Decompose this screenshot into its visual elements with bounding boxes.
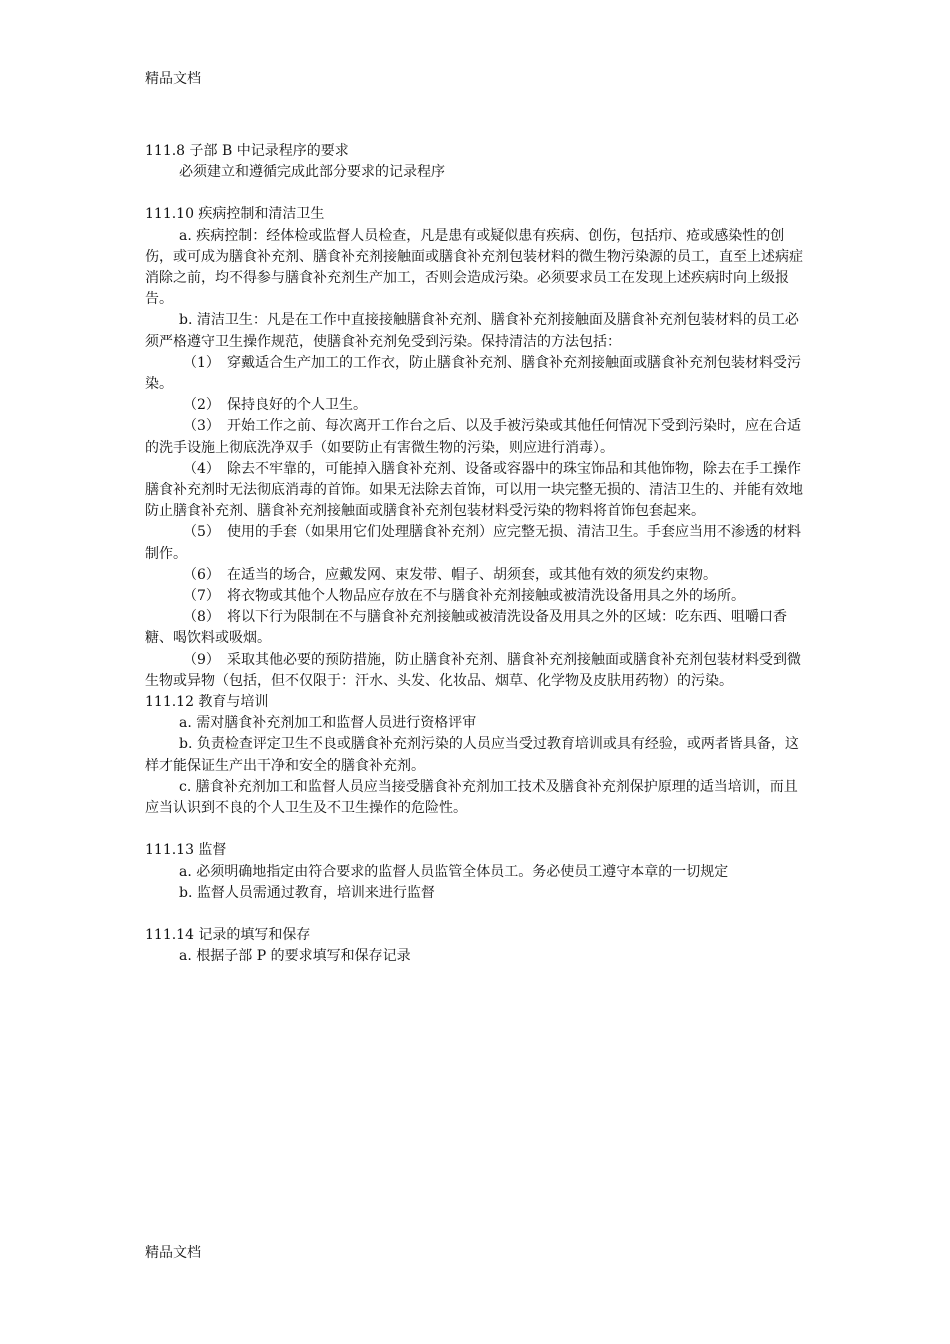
page-footer: 精品文档 xyxy=(145,1245,201,1261)
list-item xyxy=(145,522,811,564)
document-body xyxy=(145,141,811,967)
list-item-text: 将以下行为限制在不与膳食补充剂接触或被清洗设备及用具之外的区域：吃东西、咀嚼口香糖、喝饮料或吸烟。 xyxy=(145,609,787,647)
list-item-text: 将衣物或其他个人物品应存放在不与膳食补充剂接触或被清洗设备用具之外的场所。 xyxy=(227,588,745,605)
list-item xyxy=(145,395,811,416)
section-title: 111.12 教育与培训 xyxy=(145,694,269,711)
list-marker: （6） xyxy=(183,566,220,583)
list-item xyxy=(145,565,811,586)
paragraph: a. 必须明确地指定由符合要求的监督人员监管全体员工。务必使员工遵守本章的一切规定 xyxy=(179,863,729,880)
list-marker: （2） xyxy=(183,397,220,414)
list-item-text: 开始工作之前、每次离开工作台之后、以及手被污染或其他任何情况下受到污染时，应在合适的洗手设施上彻底洗净双手（如要防止有害微生物的污染，则应进行消毒）。 xyxy=(145,418,801,456)
paragraph: b. 监督人员需通过教育，培训来进行监督 xyxy=(179,884,435,901)
list-item xyxy=(145,416,811,458)
list-item xyxy=(145,459,811,523)
list-item-text: 使用的手套（如果用它们处理膳食补充剂）应完整无损、清洁卫生。手套应当用不渗透的材料制作。 xyxy=(145,524,801,562)
paragraph: c. 膳食补充剂加工和监督人员应当接受膳食补充剂加工技术及膳食补充剂保护原理的适当培训，而且应当认识到不良的个人卫生及不卫生操作的危险性。 xyxy=(145,778,798,817)
section-title: 111.14 记录的填写和保存 xyxy=(145,926,311,943)
paragraph: a. 需对膳食补充剂加工和监督人员进行资格评审 xyxy=(179,715,477,732)
list-marker: （4） xyxy=(183,460,220,477)
list-item-text: 穿戴适合生产加工的工作衣，防止膳食补充剂、膳食补充剂接触面或膳食补充剂包装材料受污染。 xyxy=(145,354,801,393)
list-marker: （8） xyxy=(183,609,220,626)
section-title: 111.13 监督 xyxy=(145,842,227,859)
paragraph: b. 清洁卫生：凡是在工作中直接接触膳食补充剂、膳食补充剂接触面及膳食补充剂包装材料的员工必须严格遵守卫生操作规范，使膳食补充剂免受到污染。保持清洁的方法包括： xyxy=(145,312,799,350)
spacer xyxy=(145,904,811,925)
section-title: 111.8 子部 B 中记录程序的要求 xyxy=(145,143,349,159)
paragraph: 必须建立和遵循完成此部分要求的记录程序 xyxy=(179,164,445,181)
paragraph: a. 疾病控制：经体检或监督人员检查，凡是患有或疑似患有疾病、创伤，包括疖、疮或感染性的创伤，或可成为膳食补充剂、膳食补充剂接触面或膳食补充剂包装材料的微生物污染源的员工，直至上述病症消除之前，均不得参与膳食补充剂生产加工，否则会造成污染。必须要求员工在发现上述疾病时向上级报告。 xyxy=(145,227,803,308)
list-item xyxy=(145,650,811,692)
list-item-text: 采取其他必要的预防措施，防止膳食补充剂、膳食补充剂接触面或膳食补充剂包装材料受到微生物或异物（包括，但不仅限于：汗水、头发、化妆品、烟草、化学物及皮肤用药物）的污染。 xyxy=(145,651,801,689)
list-marker: （9） xyxy=(183,651,220,668)
list-item xyxy=(145,607,811,649)
paragraph: a. 根据子部 P 的要求填写和保存记录 xyxy=(179,948,411,965)
spacer xyxy=(145,819,811,840)
list-item xyxy=(145,586,811,607)
list-item-text: 除去不牢靠的，可能掉入膳食补充剂、设备或容器中的珠宝饰品和其他饰物，除去在手工操作膳食补充剂时无法彻底消毒的首饰。如果无法除去首饰，可以用一块完整无损的、清洁卫生的、并能有效地防止膳食补充剂、膳食补充剂接触面或膳食补充剂包装材料受污染的物料将首饰包套起来。 xyxy=(145,460,803,520)
paragraph: b. 负责检查评定卫生不良或膳食补充剂污染的人员应当受过教育培训或具有经验，或两者皆具备，这样才能保证生产出干净和安全的膳食补充剂。 xyxy=(145,736,799,774)
list-marker: （5） xyxy=(183,524,220,541)
page-header: 精品文档 xyxy=(145,71,201,87)
list-marker: （3） xyxy=(183,418,220,435)
list-item-text: 保持良好的个人卫生。 xyxy=(227,397,367,414)
section-title: 111.10 疾病控制和清洁卫生 xyxy=(145,206,325,223)
list-item-text: 在适当的场合，应戴发网、束发带、帽子、胡须套，或其他有效的须发约束物。 xyxy=(227,566,717,583)
list-marker: （1） xyxy=(183,354,220,371)
list-marker: （7） xyxy=(183,588,220,605)
spacer xyxy=(145,183,811,204)
list-item xyxy=(145,353,811,395)
